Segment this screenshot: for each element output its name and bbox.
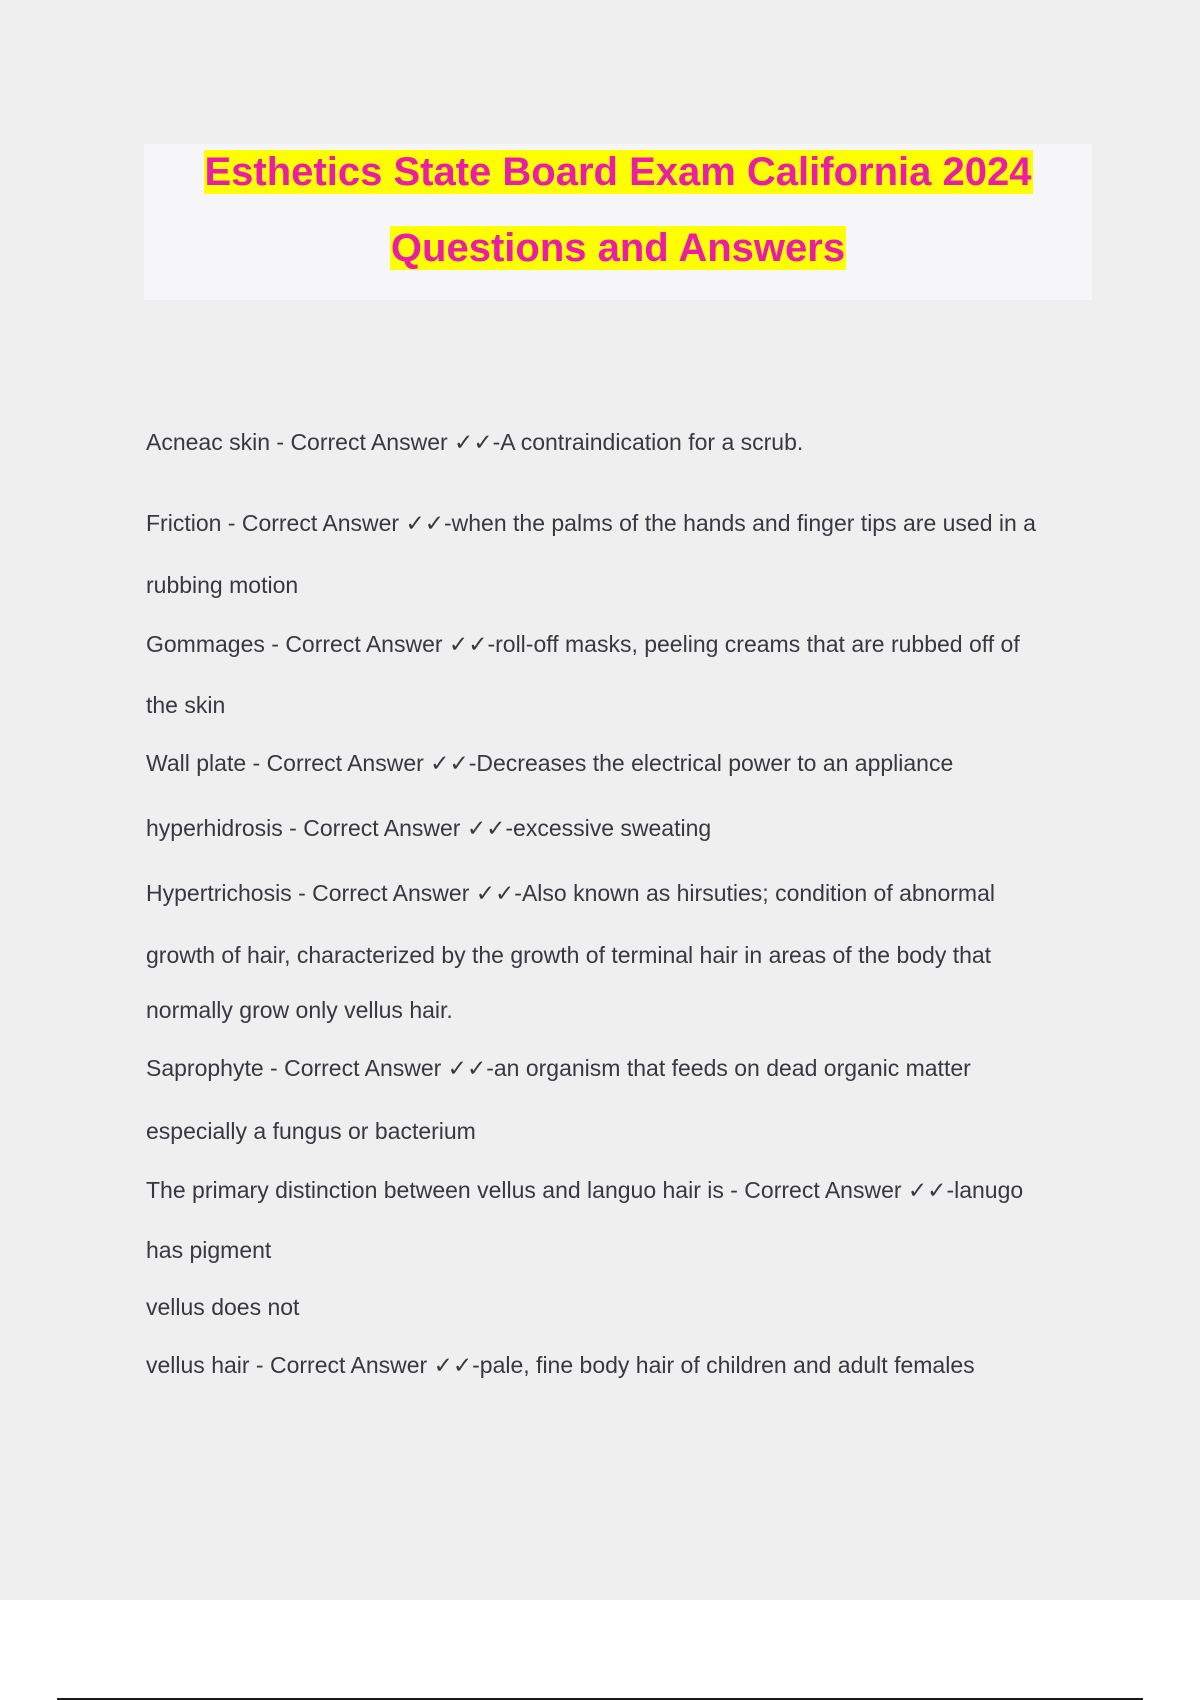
qa-line: vellus does not bbox=[146, 1294, 300, 1320]
qa-line: Acneac skin - Correct Answer ✓✓-A contraindication for a scrub. bbox=[146, 429, 804, 455]
qa-line: has pigment bbox=[146, 1237, 272, 1263]
title-line-2 bbox=[144, 224, 1092, 272]
qa-line: Friction - Correct Answer ✓✓-when the palms of the hands and finger tips are used in a bbox=[146, 510, 1036, 536]
qa-line: hyperhidrosis - Correct Answer ✓✓-excessive sweating bbox=[146, 815, 712, 841]
title-line-1-text: Esthetics State Board Exam California 2024 bbox=[204, 150, 1032, 194]
qa-line: Wall plate - Correct Answer ✓✓-Decreases the electrical power to an appliance bbox=[146, 750, 954, 776]
qa-line: growth of hair, characterized by the growth of terminal hair in areas of the body that bbox=[146, 942, 992, 968]
qa-line: Gommages - Correct Answer ✓✓-roll-off masks, peeling creams that are rubbed off of bbox=[146, 631, 1020, 657]
title-line-2-text: Questions and Answers bbox=[390, 226, 846, 270]
qa-line: rubbing motion bbox=[146, 572, 299, 598]
title-line-1 bbox=[144, 148, 1092, 196]
qa-line: Saprophyte - Correct Answer ✓✓-an organism that feeds on dead organic matter bbox=[146, 1055, 971, 1081]
qa-line: Hypertrichosis - Correct Answer ✓✓-Also known as hirsuties; condition of abnormal bbox=[146, 880, 995, 906]
qa-line: especially a fungus or bacterium bbox=[146, 1118, 476, 1144]
qa-line: vellus hair - Correct Answer ✓✓-pale, fine body hair of children and adult females bbox=[146, 1352, 975, 1378]
qa-line: the skin bbox=[146, 692, 226, 718]
qa-line: The primary distinction between vellus and languo hair is - Correct Answer ✓✓-lanugo bbox=[146, 1177, 1024, 1203]
qa-line: normally grow only vellus hair. bbox=[146, 997, 453, 1023]
